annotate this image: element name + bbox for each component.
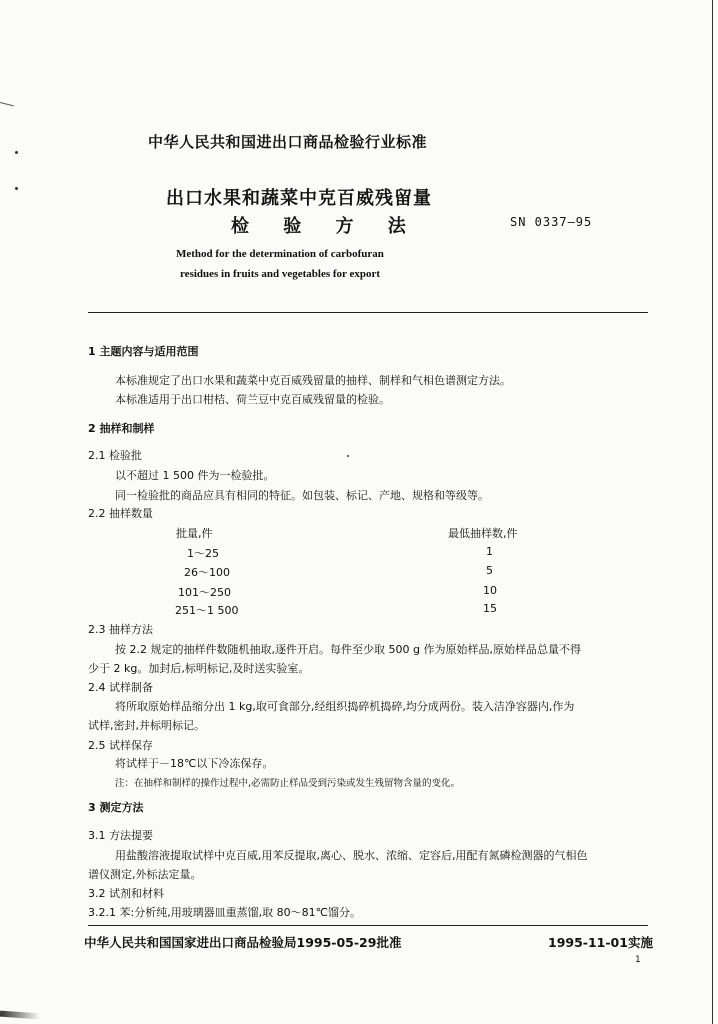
scan-artifact	[0, 1011, 40, 1020]
table-cell-count: 1	[486, 545, 493, 558]
table-header-lot: 批量,件	[176, 527, 213, 540]
table-cell-lot: 101～250	[178, 586, 231, 599]
section-2-1-heading: 2.1 检验批	[88, 449, 142, 462]
table-cell-count: 5	[486, 564, 493, 577]
document-subtitle: 检 验 方 法	[231, 216, 420, 237]
header-rule	[88, 312, 648, 313]
document-title: 出口水果和蔬菜中克百威残留量	[166, 188, 432, 209]
page-number: 1	[635, 955, 641, 965]
section-2-4-para-2: 试样,密封,并标明标记。	[88, 719, 205, 732]
section-2-2-heading: 2.2 抽样数量	[88, 507, 153, 520]
table-cell-lot: 1～25	[187, 547, 219, 560]
section-2-5-note: 注：在抽样和制样的操作过程中,必需防止样品受到污染或发生残留物含量的变化。	[115, 778, 461, 789]
section-3-2-1-text: 3.2.1 苯:分析纯,用玻璃器皿重蒸馏,取 80～81℃馏分。	[88, 906, 362, 919]
english-title-line2: residues in fruits and vegetables for export	[180, 268, 381, 280]
footer-rule	[88, 925, 648, 926]
scan-edge	[712, 0, 713, 1024]
section-1-para-1: 本标准规定了出口水果和蔬菜中克百威残留量的抽样、制样和气相色谱测定方法。	[115, 374, 511, 387]
section-2-heading: 2 抽样和制样	[88, 422, 155, 435]
section-2-3-heading: 2.3 抽样方法	[88, 623, 153, 636]
section-3-2-heading: 3.2 试剂和材料	[88, 887, 164, 900]
table-cell-count: 15	[483, 602, 497, 615]
table-cell-count: 10	[483, 584, 497, 597]
table-cell-lot: 251～1 500	[175, 604, 239, 617]
scan-speck	[347, 455, 349, 457]
section-2-4-heading: 2.4 试样制备	[88, 681, 153, 694]
section-2-5-heading: 2.5 试样保存	[88, 739, 153, 752]
table-cell-lot: 26～100	[184, 566, 230, 579]
effective-date: 1995-11-01实施	[548, 935, 653, 950]
section-2-1-para-2: 同一检验批的商品应具有相同的特征。如包装、标记、产地、规格和等级等。	[115, 489, 489, 502]
section-3-1-heading: 3.1 方法提要	[88, 829, 153, 842]
section-1-para-2: 本标准适用于出口柑桔、荷兰豆中克百威残留量的检验。	[115, 393, 390, 406]
section-2-5-para-1: 将试样于－18℃以下冷冻保存。	[115, 757, 274, 770]
section-2-4-para-1: 将所取原始样品缩分出 1 kg,取可食部分,经组织捣碎机捣碎,均分成两份。装入洁净容器内,作为	[115, 700, 575, 713]
section-3-1-para-1: 用盐酸溶液提取试样中克百威,用苯反提取,离心、脱水、浓缩、定容后,用配有氮磷检测器的气相色	[115, 849, 588, 862]
scan-speck	[15, 151, 18, 154]
standard-number: SN 0337—95	[510, 215, 593, 229]
section-3-heading: 3 测定方法	[88, 801, 144, 814]
section-1-heading: 1 主题内容与适用范围	[88, 345, 199, 358]
table-header-count: 最低抽样数,件	[448, 527, 518, 540]
approval-line: 中华人民共和国国家进出口商品检验局1995-05-29批准	[84, 935, 402, 950]
section-2-3-para-1: 按 2.2 规定的抽样件数随机抽取,逐件开启。每件至少取 500 g 作为原始样品,原始样品总量不得	[115, 643, 581, 656]
english-title-line1: Method for the determination of carbofuran	[176, 248, 384, 260]
section-2-1-para-1: 以不超过 1 500 件为一检验批。	[115, 469, 275, 482]
scan-speck	[15, 187, 18, 190]
scan-mark	[0, 102, 14, 106]
standard-series-title: 中华人民共和国进出口商品检验行业标准	[148, 133, 428, 151]
section-2-3-para-2: 少于 2 kg。加封后,标明标记,及时送实验室。	[88, 662, 310, 675]
section-3-1-para-2: 谱仪测定,外标法定量。	[88, 868, 202, 881]
